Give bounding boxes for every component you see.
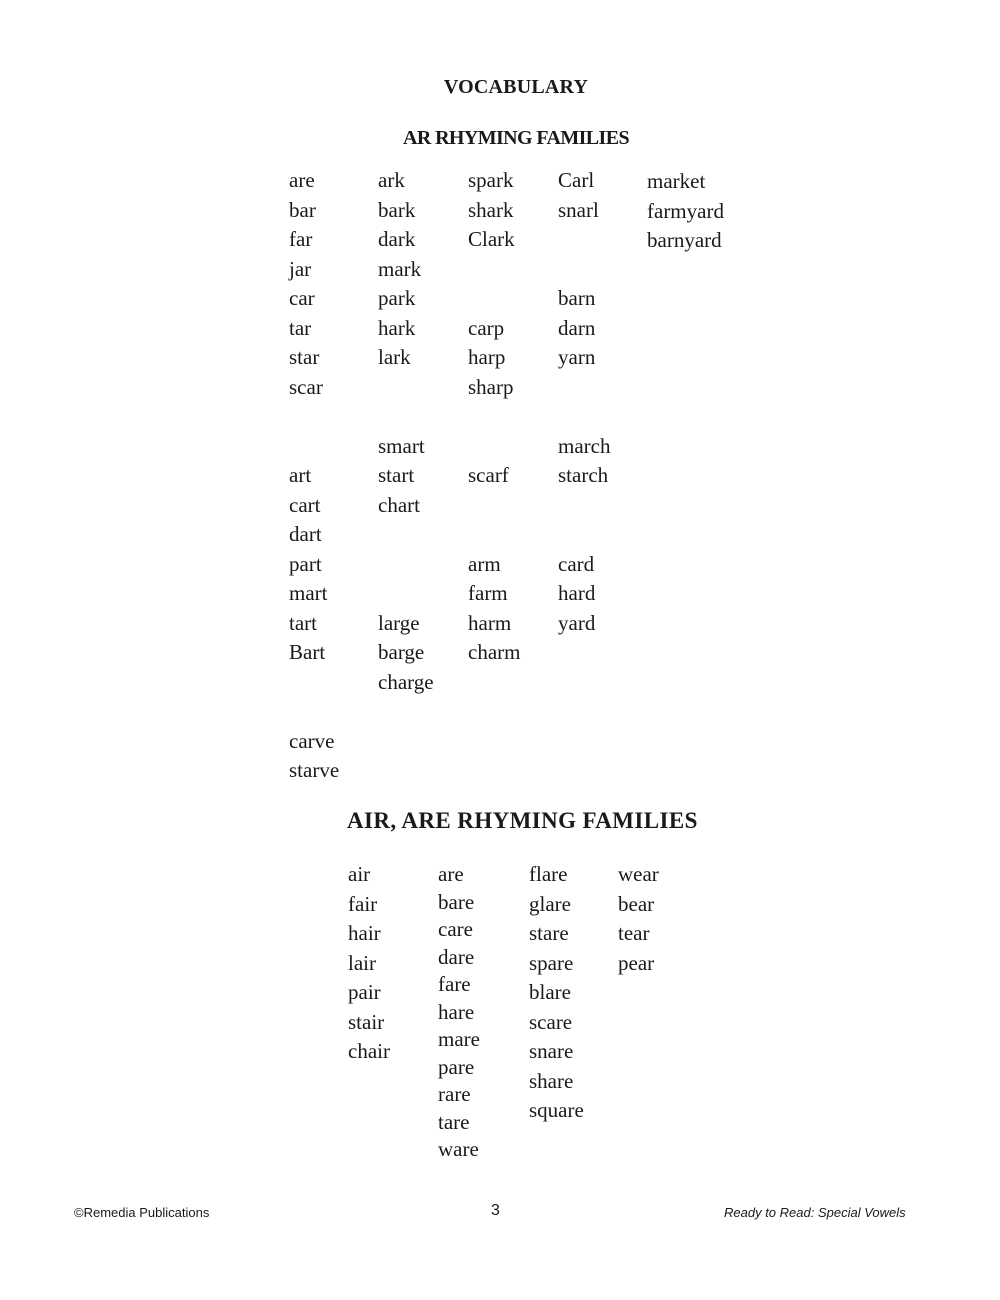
word: mark — [378, 256, 422, 281]
word: hard — [558, 581, 596, 605]
word: barge — [378, 640, 425, 664]
word: starch — [558, 463, 609, 487]
word: smart — [378, 433, 425, 458]
word: barnyard — [647, 228, 722, 252]
word: flare — [529, 862, 568, 886]
word: dare — [438, 944, 475, 969]
word: star — [289, 345, 320, 369]
word: dark — [378, 227, 416, 251]
word: large — [378, 610, 420, 635]
word: care — [438, 917, 473, 941]
page-title: VOCABULARY — [443, 76, 589, 98]
word: cart — [289, 492, 321, 517]
word: square — [529, 1098, 584, 1122]
word: bear — [618, 891, 655, 916]
page-number: 3 — [491, 1202, 500, 1219]
word: tare — [438, 1109, 470, 1134]
word: art — [289, 463, 312, 487]
word: air — [348, 862, 371, 886]
word: pear — [618, 950, 655, 975]
word: farm — [468, 581, 508, 605]
word: barn — [558, 286, 596, 310]
word: harp — [468, 345, 506, 369]
word: charm — [468, 640, 521, 664]
word: snarl — [558, 197, 599, 222]
word: lark — [378, 345, 411, 369]
word: starve — [289, 758, 340, 782]
word: march — [558, 433, 611, 458]
word: lair — [348, 950, 376, 975]
word: chair — [348, 1039, 390, 1063]
word: park — [378, 286, 416, 310]
word: darn — [558, 315, 596, 340]
word: snare — [529, 1039, 574, 1063]
word: chart — [378, 492, 420, 517]
word: card — [558, 551, 595, 576]
word: pare — [438, 1054, 475, 1079]
word: hark — [378, 315, 416, 340]
word: glare — [529, 891, 571, 916]
word: pair — [348, 980, 381, 1004]
word: mare — [438, 1027, 480, 1051]
word: fair — [348, 891, 378, 916]
word: yarn — [558, 345, 596, 369]
word: Clark — [468, 227, 515, 251]
footer-book-title: Ready to Read: Special Vowels — [724, 1205, 906, 1220]
word: fare — [438, 972, 471, 996]
word: bark — [378, 197, 416, 222]
word: Bart — [289, 640, 326, 664]
word: are — [289, 168, 315, 192]
word: carp — [468, 315, 505, 340]
word: dart — [289, 522, 322, 546]
word: are — [438, 862, 464, 886]
word: start — [378, 463, 415, 487]
word: tar — [289, 315, 312, 340]
word: rare — [438, 1082, 471, 1106]
word: scarf — [468, 463, 509, 487]
word: spare — [529, 950, 574, 975]
word: share — [529, 1068, 574, 1093]
word: harm — [468, 610, 512, 635]
word: tart — [289, 610, 317, 635]
word: sharp — [468, 374, 514, 399]
word: stair — [348, 1009, 385, 1034]
word: wear — [618, 862, 659, 886]
word: blare — [529, 980, 571, 1004]
word: carve — [289, 728, 335, 753]
word: mart — [289, 581, 328, 605]
section-heading-air-are: AIR, ARE RHYMING FAMILIES — [347, 808, 698, 833]
section-heading-ar: AR RHYMING FAMILIES — [402, 127, 629, 149]
word: farmyard — [647, 198, 724, 223]
word: part — [289, 551, 322, 576]
word: hair — [348, 921, 381, 945]
word: hare — [438, 999, 475, 1024]
word: yard — [558, 610, 596, 635]
word: ark — [378, 168, 405, 192]
word: scar — [289, 374, 323, 399]
word: bare — [438, 889, 475, 914]
word: car — [289, 286, 315, 310]
word: Carl — [558, 168, 595, 192]
word: jar — [289, 256, 312, 281]
footer-publisher: ©Remedia Publications — [74, 1205, 210, 1220]
word: shark — [468, 197, 514, 222]
word: charge — [378, 669, 434, 694]
word: market — [647, 169, 706, 193]
word: ware — [438, 1137, 479, 1161]
word: spark — [468, 168, 514, 192]
word: tear — [618, 921, 650, 945]
word: scare — [529, 1009, 573, 1034]
word: far — [289, 227, 313, 251]
word: stare — [529, 921, 569, 945]
word: bar — [289, 197, 316, 222]
word: arm — [468, 551, 501, 576]
